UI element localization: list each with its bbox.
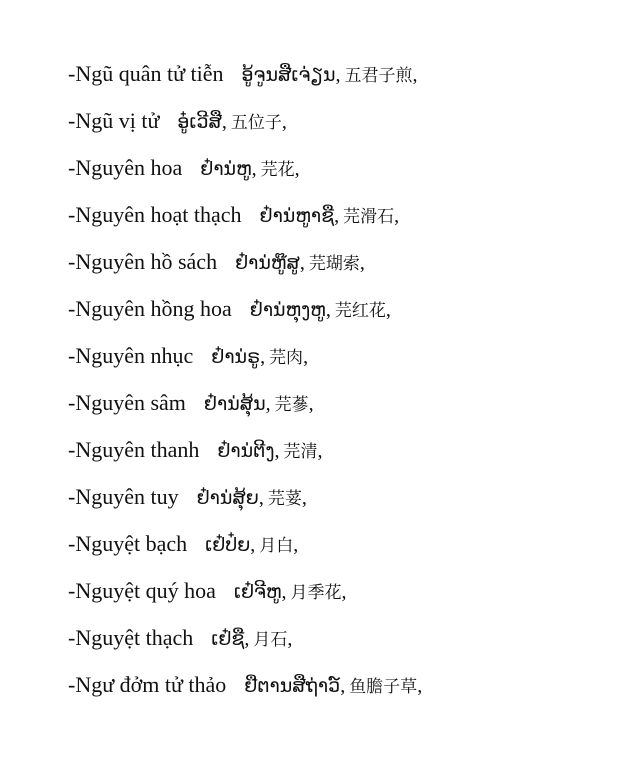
term-entry (68, 434, 422, 481)
separator-comma: , (325, 299, 331, 321)
vietnamese-term: -Nguyệt bạch (68, 531, 188, 556)
vietnamese-term: -Ngũ vị tử (68, 108, 160, 133)
vietnamese-term: -Nguyên hoạt thạch (68, 202, 242, 227)
term-entry (68, 575, 422, 622)
lao-transliteration: ອູ໋ເວີສື (177, 111, 222, 133)
terminator-comma: , (341, 581, 347, 603)
separator-comma: , (281, 581, 287, 603)
vietnamese-term: -Nguyên hồng hoa (68, 296, 232, 321)
terminator-comma: , (385, 299, 391, 321)
separator-comma: , (265, 393, 271, 415)
terminator-comma: , (359, 252, 365, 274)
vietnamese-term: -Nguyệt thạch (68, 625, 194, 650)
separator-comma: , (258, 487, 264, 509)
terminator-comma: , (301, 487, 307, 509)
terminator-comma: , (417, 675, 423, 697)
separator-comma: , (251, 158, 257, 180)
lao-transliteration: ຢ໋ານ່ຫຸງຫູ (249, 299, 326, 321)
vietnamese-term: -Nguyên hoa (68, 155, 183, 180)
terminator-comma: , (293, 534, 299, 556)
chinese-term: 月石 (253, 630, 288, 650)
term-list (68, 58, 422, 716)
chinese-term: 五君子煎 (344, 66, 413, 86)
lao-transliteration: ເຢ໋ຊື (211, 628, 245, 650)
vietnamese-term: -Nguyên tuy (68, 484, 179, 509)
term-entry (68, 340, 422, 387)
vietnamese-term: -Nguyên thanh (68, 437, 200, 462)
vietnamese-term: -Ngũ quân tử tiễn (68, 61, 224, 86)
term-entry (68, 199, 422, 246)
lao-transliteration: ເຢ໋ປ໋ຍ (205, 534, 251, 556)
vietnamese-term: -Nguyên sâm (68, 390, 186, 415)
term-entry (68, 152, 422, 199)
vietnamese-term: -Ngư đởm tử thảo (68, 672, 227, 697)
separator-comma: , (250, 534, 256, 556)
terminator-comma: , (303, 346, 309, 368)
chinese-term: 芫瑚索 (308, 254, 360, 274)
chinese-term: 鱼膽子草 (349, 677, 418, 697)
term-entry (68, 105, 422, 152)
term-entry (68, 293, 422, 340)
lao-transliteration: ຢ໋ານ່ສຸ້ນ (203, 393, 266, 415)
chinese-term: 芫肉 (269, 348, 304, 368)
lao-transliteration: ຢ໋ານ່ສຸ້ຍ (196, 487, 259, 509)
separator-comma: , (260, 346, 266, 368)
separator-comma: , (244, 628, 250, 650)
lao-transliteration: ຢືຕານສືຖ່າວ໌ (244, 675, 341, 697)
lao-transliteration: ຢ໋ານ່ຫູາຊື (259, 205, 335, 227)
chinese-term: 芫花 (260, 160, 295, 180)
term-entry (68, 528, 422, 575)
terminator-comma: , (394, 205, 400, 227)
chinese-term: 芫滑石 (343, 207, 395, 227)
term-entry (68, 246, 422, 293)
chinese-term: 芫荽 (267, 489, 302, 509)
separator-comma: , (299, 252, 305, 274)
terminator-comma: , (294, 158, 300, 180)
lao-transliteration: ຢ໋ານ່ຫູ (200, 158, 252, 180)
chinese-term: 月季花 (290, 583, 342, 603)
separator-comma: , (274, 440, 280, 462)
separator-comma: , (221, 111, 227, 133)
lao-transliteration: ຢ໋ານ່ຕີງ (217, 440, 275, 462)
term-entry (68, 669, 422, 716)
lao-transliteration: ອູ້ຈູນສືເຈ່ຽນ (241, 64, 336, 86)
separator-comma: , (340, 675, 346, 697)
lao-transliteration: ຢ໋ານ່ຫູ໊ສູ (235, 252, 300, 274)
term-entry (68, 387, 422, 434)
vietnamese-term: -Nguyệt quý hoa (68, 578, 216, 603)
chinese-term: 芫清 (283, 442, 318, 462)
term-entry (68, 58, 422, 105)
vietnamese-term: -Nguyên hồ sách (68, 249, 218, 274)
lao-transliteration: ເຢ໋ຈີຫູ (233, 581, 282, 603)
term-entry (68, 481, 422, 528)
separator-comma: , (334, 205, 340, 227)
separator-comma: , (335, 64, 341, 86)
chinese-term: 芫蔘 (274, 395, 309, 415)
terminator-comma: , (281, 111, 287, 133)
chinese-term: 月白 (259, 536, 294, 556)
term-entry (68, 622, 422, 669)
terminator-comma: , (287, 628, 293, 650)
chinese-term: 芫红花 (334, 301, 386, 321)
terminator-comma: , (412, 64, 418, 86)
vietnamese-term: -Nguyên nhục (68, 343, 194, 368)
lao-transliteration: ຢ໋ານ່ຣູ (211, 346, 261, 368)
chinese-term: 五位子 (230, 113, 282, 133)
terminator-comma: , (317, 440, 323, 462)
terminator-comma: , (308, 393, 314, 415)
